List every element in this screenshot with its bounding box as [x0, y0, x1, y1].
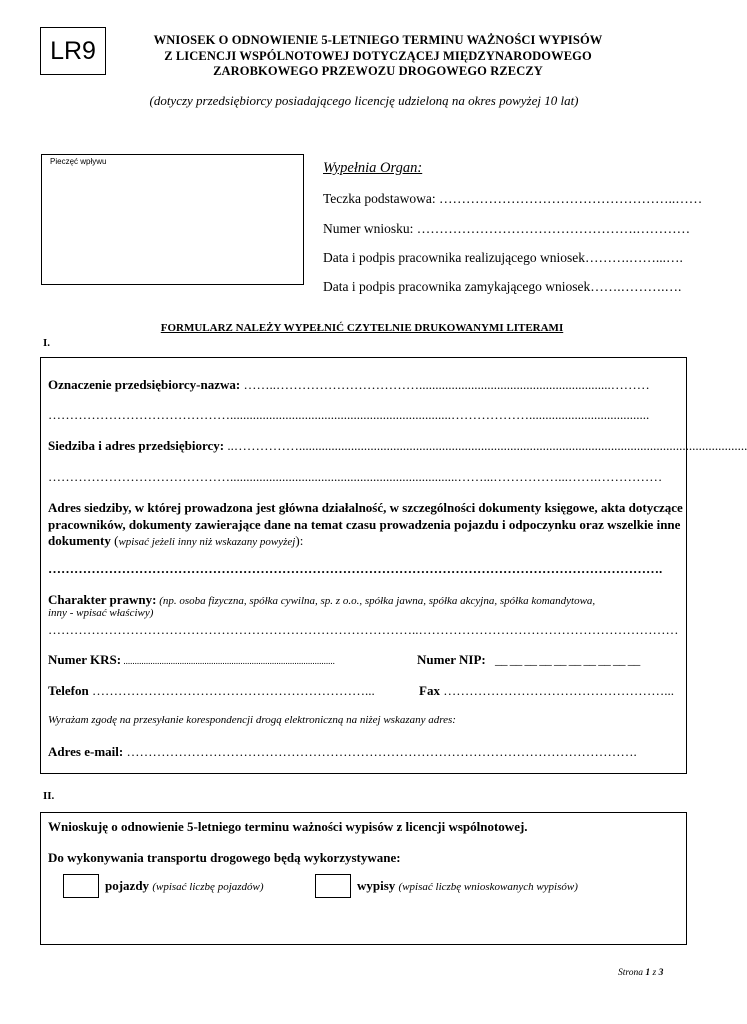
registered-office-input-line[interactable]: …………………………………………………………………………………………………………………………….	[48, 561, 663, 576]
extracts-note: (wpisać liczbę wnioskowanych wypisów)	[398, 881, 578, 893]
legal-form-input-line[interactable]: …………………………………………………………………………..……………………………………………………	[48, 622, 679, 637]
page-mid: z	[650, 968, 659, 978]
email-label: Adres e-mail:	[48, 744, 124, 759]
email-consent-text: Wyrażam zgodę na przesyłanie korespondencji drogą elektroniczną na niżej wskazany adres:	[48, 714, 456, 726]
organ-line-number: Numer wniosku: ………………………………………….…………	[323, 221, 691, 236]
transport-usage-text: Do wykonywania transportu drogowego będą wykorzystywane:	[48, 850, 401, 865]
name-label: Oznaczenie przedsiębiorcy-nazwa:	[48, 377, 241, 392]
fax-dots: ……………………………………………...	[439, 683, 674, 698]
organ-line-closing: Data i podpis pracownika zamykającego wniosek…….……….….	[323, 279, 682, 294]
nip-field[interactable]	[417, 652, 640, 668]
seat-dots: ..……………..........................................................................................................................................	[224, 438, 747, 453]
registered-office-text: Adres siedziby, w której prowadzona jest główna działalność, w szczególności dokumenty księgowe, akta dotyczące pracowników, dokumenty zawierające dane na temat czasu prowadzenia pojazdu i odpoczynku oraz wszelkie inne dokumenty	[48, 500, 683, 548]
vehicles-note: (wpisać liczbę pojazdów)	[152, 881, 264, 893]
vehicles-field-label	[105, 878, 264, 894]
name-dots: ……..……………………………...........................................................………	[240, 377, 650, 392]
phone-dots: ………………………………………………………...	[88, 683, 375, 698]
vehicles-count-input[interactable]	[63, 874, 99, 898]
stamp-box	[41, 154, 304, 285]
seat-label: Siedziba i adres przedsiębiorcy:	[48, 438, 225, 453]
legal-form-label: Charakter prawny:	[48, 592, 157, 607]
paren-open: (	[110, 533, 119, 548]
organ-line-realizing: Data i podpis pracownika realizującego wniosek……….……...….	[323, 250, 683, 265]
title-line-3: ZAROBKOWEGO PRZEWOZU DROGOWEGO RZECZY	[213, 64, 543, 78]
organ-title: Wypełnia Organ:	[323, 160, 423, 176]
page-prefix: Strona	[618, 968, 646, 978]
form-code-box	[40, 27, 106, 75]
krs-dots: ..............................................................................................	[121, 656, 335, 666]
nip-label: Numer NIP:	[417, 652, 486, 667]
email-dots: ……………………………………………………………………………………………………….	[123, 744, 637, 759]
stamp-label: Pieczęć wpływu	[50, 157, 107, 166]
krs-label: Numer KRS:	[48, 652, 122, 667]
form-title	[120, 33, 636, 80]
nip-blanks: __ __ __ __ __ __ __ __ __ __	[494, 652, 640, 667]
paren-close: ):	[295, 533, 304, 548]
organ-line-file: Teczka podstawowa: ……………………………………………..……	[323, 191, 703, 206]
legal-form-field	[48, 592, 686, 608]
phone-field[interactable]	[48, 683, 416, 699]
fax-field[interactable]	[419, 683, 684, 699]
extracts-count-input[interactable]	[315, 874, 351, 898]
page-number	[618, 968, 663, 978]
seat-continuation-line[interactable]: ……………………………………......................................................................……...……………...…….……………	[48, 469, 663, 484]
email-field[interactable]	[48, 744, 678, 760]
section-1-number: I.	[43, 337, 51, 349]
extracts-label: wypisy	[357, 878, 396, 893]
form-subtitle: (dotyczy przedsiębiorcy posiadającego licencję udzieloną na okres powyżej 10 lat)	[149, 93, 579, 108]
section-2-number: II.	[43, 790, 55, 802]
seat-field[interactable]	[48, 438, 747, 454]
fax-label: Fax	[419, 683, 440, 698]
extracts-field-label	[357, 878, 578, 894]
vehicles-label: pojazdy	[105, 878, 150, 893]
registered-office-note: wpisać jeżeli inny niż wskazany powyżej	[118, 536, 296, 548]
title-line-1: WNIOSEK O ODNOWIENIE 5-LETNIEGO TERMINU WAŻNOŚCI WYPISÓW	[153, 33, 603, 47]
registered-office-paragraph	[48, 500, 684, 551]
phone-label: Telefon	[48, 683, 89, 698]
name-continuation-line[interactable]: ……………………………………....................................................................……………….....................................	[48, 407, 650, 422]
legal-form-note-2: inny - wpisać właściwy)	[48, 607, 154, 619]
form-code: LR9	[50, 37, 96, 65]
krs-field[interactable]	[48, 652, 416, 668]
name-field[interactable]	[48, 377, 686, 393]
title-line-2: Z LICENCJI WSPÓLNOTOWEJ DOTYCZĄCEJ MIĘDZYNARODOWEGO	[164, 48, 592, 63]
renewal-request-text: Wnioskuję o odnowienie 5-letniego terminu ważności wypisów z licencji wspólnotowej.	[48, 819, 528, 834]
fill-instruction: FORMULARZ NALEŻY WYPEŁNIĆ CZYTELNIE DRUKOWANYMI LITERAMI	[160, 322, 564, 334]
page-current: 1	[645, 968, 651, 978]
legal-form-note: (np. osoba fizyczna, spółka cywilna, sp. z o.o., spółka jawna, spółka akcyjna, spółka komandytowa,	[156, 595, 596, 607]
page-total: 3	[658, 968, 664, 978]
